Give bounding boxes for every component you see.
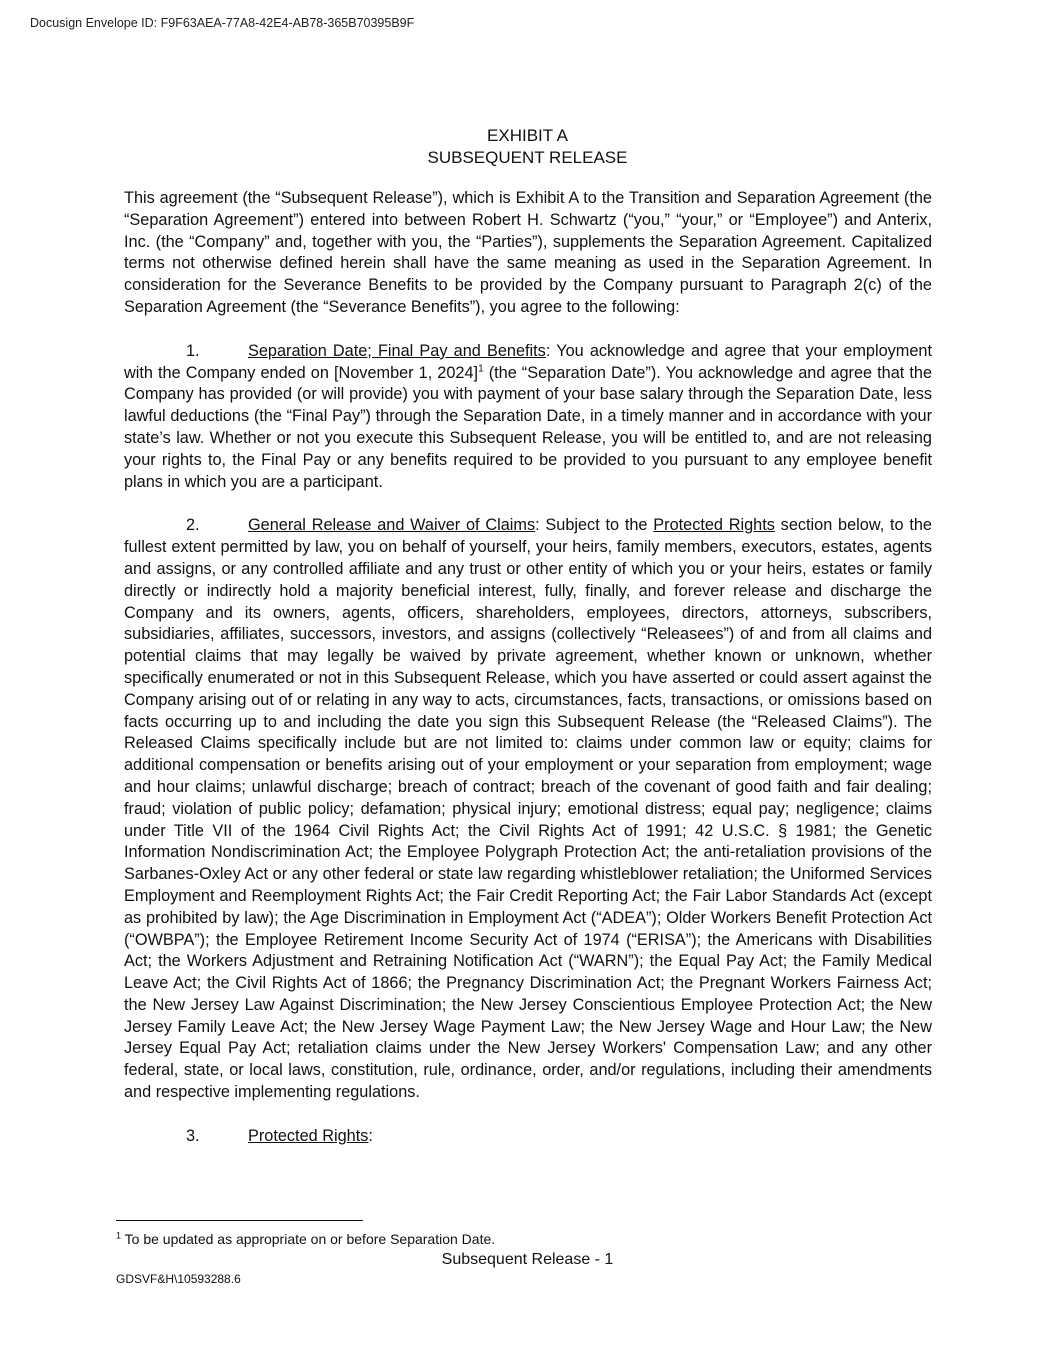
section-number: 2. [186, 516, 200, 535]
section-number: 3. [186, 1126, 200, 1145]
document-body [124, 188, 932, 1170]
exhibit-title: EXHIBIT A [487, 126, 568, 145]
section-text: (the “Separation Date”). You acknowledge and agree that the Company has provided (or will provide) you with payment of your base salary through the Separation Date, less lawful deductions (the “Final Pay”) through the Separation Date, in a timely manner and in accordance with your state’s law. Whether or not you execute this Subsequent Release, you will be entitled to, and are not releasing your rights to, the Final Pay or any benefits required to be provided to you pursuant to any employee benefit plans in which you are a participant. [124, 363, 933, 491]
envelope-id: Docusign Envelope ID: F9F63AEA-77A8-42E4-AB78-365B70395B9F [30, 16, 415, 30]
document-heading [0, 125, 1055, 169]
section-heading: General Release and Waiver of Claims [248, 516, 536, 535]
section-text: section below, to the fullest extent permitted by law, you on behalf of yourself, your heirs, family members, executors, estates, agents and assigns, or any controlled affiliate and any trust or other entity of which you or your heirs, estates or family directly or indirectly hold a majority beneficial interest, fully, finally, and forever release and discharge the Company and its owners, agents, officers, shareholders, employees, directors, attorneys, subscribers, subsidiaries, affiliates, successors, investors, and assigns (collectively “Releasees”) of and from all claims and potential claims that may legally be waived by private agreement, whether known or unknown, whether specifically enumerated or not in this Subsequent Release, which you have asserted or could assert against the Company arising out of or relating in any way to acts, circumstances, facts, transactions, or omissions based on facts occurring up to and including the date you sign this Subsequent Release (the “Released Claims”). The Released Claims specifically include but are not limited to: claims under common law or equity; claims for additional compensation or benefits arising out of your employment or your separation from employment; wage and hour claims; unlawful discharge; breach of contract; breach of the covenant of good faith and fair dealing; fraud; violation of public policy; defamation; physical injury; emotional distress; equal pay; negligence; claims under Title VII of the 1964 Civil Rights Act; the Civil Rights Act of 1991; 42 U.S.C. § 1981; the Genetic Information Nondiscrimination Act; the Employee Polygraph Protection Act; the anti-retaliation provisions of the Sarbanes-Oxley Act or any other federal or state law regarding whistleblower retaliation; the Uniformed Services Employment and Reemployment Rights Act; the Fair Credit Reporting Act; the Fair Labor Standards Act (except as prohibited by law); the Age Discrimination in Employment Act (“ADEA”); Older Workers Benefit Protection Act (“OWBPA”); the Employee Retirement Income Security Act of 1974 (“ERISA”); the Americans with Disabilities Act; the Workers Adjustment and Retraining Notification Act (“WARN”); the Equal Pay Act; the Family Medical Leave Act; the Civil Rights Act of 1866; the Pregnancy Discrimination Act; the Pregnant Workers Fairness Act; the New Jersey Law Against Discrimination; the New Jersey Conscientious Employee Protection Act; the New Jersey Family Leave Act; the New Jersey Wage Payment Law; the New Jersey Wage and Hour Law; the New Jersey Equal Pay Act; retaliation claims under the New Jersey Workers' Compensation Law; and any other federal, state, or local laws, constitution, rule, ordinance, order, and/or regulations, including their amendments and respective implementing regulations. [124, 516, 932, 1102]
release-title: SUBSEQUENT RELEASE [427, 148, 628, 167]
footnote-divider [116, 1220, 363, 1221]
document-id: GDSVF&H\10593288.6 [116, 1272, 241, 1286]
protected-rights-reference: Protected Rights [653, 516, 775, 535]
section-text: : You acknowledge and agree that your employment with the Company ended on [November 1, 2024] [124, 341, 932, 382]
section-text: : [368, 1126, 373, 1145]
section-2 [124, 515, 932, 1104]
section-1 [124, 341, 932, 494]
footnote-ref: 1 [478, 363, 484, 375]
footnote-number: 1 [116, 1230, 122, 1241]
section-heading: Protected Rights [248, 1126, 369, 1145]
section-text: : Subject to the [535, 516, 654, 535]
section-heading: Separation Date; Final Pay and Benefits [248, 341, 546, 360]
section-3 [124, 1126, 932, 1148]
intro-paragraph: This agreement (the “Subsequent Release”), which is Exhibit A to the Transition and Separation Agreement (the “Separation Agreement”) entered into between Robert H. Schwartz (“you,” “your,” or “Employee”) and Anterix, Inc. (the “Company” and, together with you, the “Parties”), supplements the Separation Agreement. Capitalized terms not otherwise defined herein shall have the same meaning as used in the Separation Agreement. In consideration for the Severance Benefits to be provided by the Company pursuant to Paragraph 2(c) of the Separation Agreement (the “Severance Benefits”), you agree to the following: [124, 189, 932, 316]
page-label: Subsequent Release - 1 [441, 1251, 614, 1268]
footnote [116, 1231, 495, 1247]
section-number: 1. [186, 341, 200, 360]
footnote-text: To be updated as appropriate on or before Separation Date. [121, 1231, 496, 1247]
